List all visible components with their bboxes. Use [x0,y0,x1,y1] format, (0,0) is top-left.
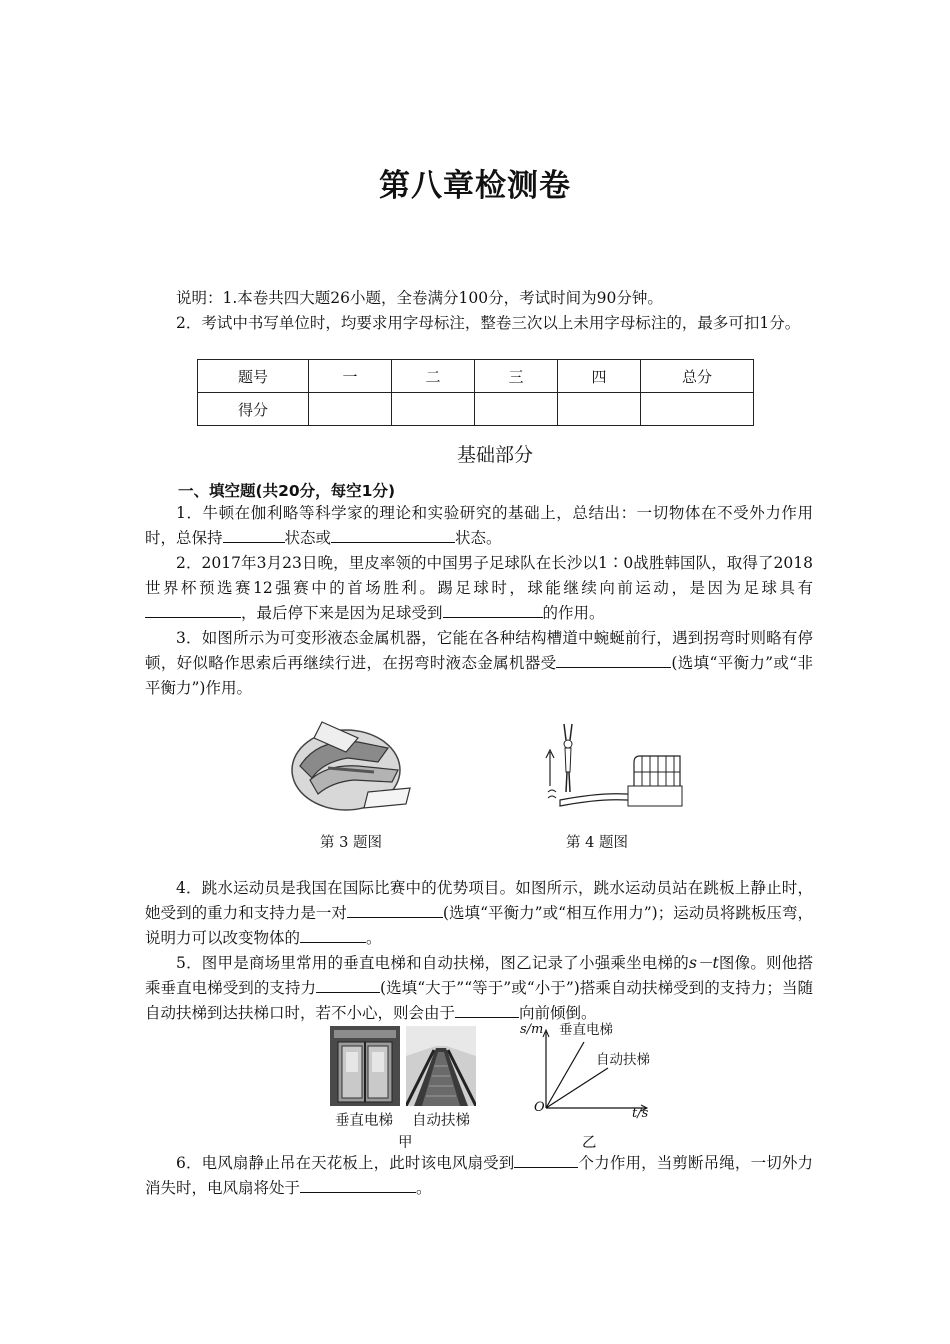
graph-origin: O [534,1100,545,1115]
answer-blank[interactable] [331,526,455,543]
q6-text-b: 个力作用，当剪断吊绳，一切外力消失时，电风扇将处于 [145,1154,813,1197]
q6-text-a: 6．电风扇静止吊在天花板上，此时该电风扇受到 [176,1154,515,1172]
score-cell[interactable] [641,393,754,426]
q2-text-c: 的作用。 [542,604,605,622]
score-cell[interactable] [558,393,641,426]
answer-blank[interactable] [455,1001,519,1018]
elevator-label: 垂直电梯 [335,1113,393,1129]
q4-text-b: (选填“平衡力”或“相互作用力”)；运动员将跳板压弯，说明力可以改变物体的 [145,904,813,947]
part1-title: 一、填空题(共20分，每空1分) [178,482,396,500]
score-header-cell: 二 [392,360,475,393]
answer-blank[interactable] [223,526,285,543]
score-header-cell: 题号 [198,360,309,393]
q5-st-symbol: s－t [689,954,719,972]
q5-text-b: 图像。则他搭乘垂直电梯受到的支持力 [145,954,813,997]
elevator-line [546,1042,584,1108]
diver-springboard-figure [542,720,686,812]
question-6 [145,1151,813,1201]
score-cell[interactable] [392,393,475,426]
score-table-header-row [198,360,754,393]
figure-4-caption: 第 4 题图 [566,835,628,851]
q1-text-c: 状态。 [455,529,502,547]
graph-y-label [520,1022,543,1037]
q6-text-c: 。 [416,1179,432,1197]
score-header-cell: 三 [475,360,558,393]
q4-text-c: 。 [366,929,382,947]
question-2 [145,551,813,626]
score-header-cell: 四 [558,360,641,393]
escalator-photo [406,1026,476,1106]
answer-blank[interactable] [300,926,366,943]
q5-text-d: 向前倾倒。 [519,1004,597,1022]
score-cell[interactable] [309,393,392,426]
answer-blank[interactable] [316,976,380,993]
question-3 [145,626,813,701]
q5-text-a: 5．图甲是商场里常用的垂直电梯和自动扶梯，图乙记录了小强乘坐电梯的 [176,954,689,972]
figure-3-caption: 第 3 题图 [320,835,382,851]
escalator-line [546,1068,608,1108]
score-cell[interactable] [475,393,558,426]
answer-blank[interactable] [145,601,241,618]
q1-text-b: 状态或 [284,529,332,547]
escalator-label: 自动扶梯 [412,1113,470,1129]
answer-blank[interactable] [443,601,543,618]
liquid-metal-machine-figure [288,718,416,818]
score-table-row [198,393,754,426]
note-1-text: 说明：1.本卷共四大题26小题，全卷满分100分，考试时间为90分钟。 [176,289,663,307]
section-title: 基础部分 [456,444,533,466]
answer-blank[interactable] [514,1151,578,1168]
vertical-elevator-photo [330,1026,400,1106]
graph-line-escalator-label: 自动扶梯 [596,1052,650,1068]
score-table [197,359,754,426]
q2-text-a: 2．2017年3月23日晚，里皮率领的中国男子足球队在长沙以1∶0战胜韩国队，取得了2018世界杯预选赛12强赛中的首场胜利。踢足球时，球能继续向前运动，是因为足球具有 [145,554,813,597]
graph-y-text: s/m [520,1022,544,1037]
graph-x-label: t/s [632,1106,649,1121]
figure-jia-label: 甲 [398,1135,413,1151]
question-4 [145,876,813,951]
note-1 [145,286,813,311]
q4-text-a: 4．跳水运动员是我国在国际比赛中的优势项目。如图所示，跳水运动员站在跳板上静止时，她受到的重力和支持力是一对 [145,879,813,922]
question-1 [145,501,813,551]
q2-text-b: ，最后停下来是因为足球受到 [241,604,443,622]
q3-text-b: (选填“平衡力”或“非平衡力”)作用。 [145,654,813,697]
answer-blank[interactable] [347,901,443,918]
answer-blank[interactable] [300,1176,416,1193]
score-header-cell: 一 [309,360,392,393]
score-row-label: 得分 [198,393,309,426]
figure-yi-label: 乙 [582,1135,597,1151]
note-2: 2．考试中书写单位时，均要求用字母标注，整卷三次以上未用字母标注的，最多可扣1分。 [176,314,801,332]
q1-text-a: 1．牛顿在伽利略等科学家的理论和实验研究的基础上，总结出：一切物体在不受外力作用时，总保持 [145,504,813,547]
answer-blank[interactable] [556,651,671,668]
q3-text-a: 3．如图所示为可变形液态金属机器，它能在各种结构槽道中蜿蜒前行，遇到拐弯时则略有停顿，好似略作思索后再继续行进，在拐弯时液态金属机器受 [145,629,813,672]
score-header-cell: 总分 [641,360,754,393]
q5-text-c: (选填“大于”“等于”或“小于”)搭乘自动扶梯受到的支持力；当随自动扶梯到达扶梯口时，若不小心，则会由于 [145,979,813,1022]
question-5 [145,951,813,1026]
page-title: 第八章检测卷 [379,168,571,204]
graph-line-elevator-label: 垂直电梯 [559,1022,613,1038]
